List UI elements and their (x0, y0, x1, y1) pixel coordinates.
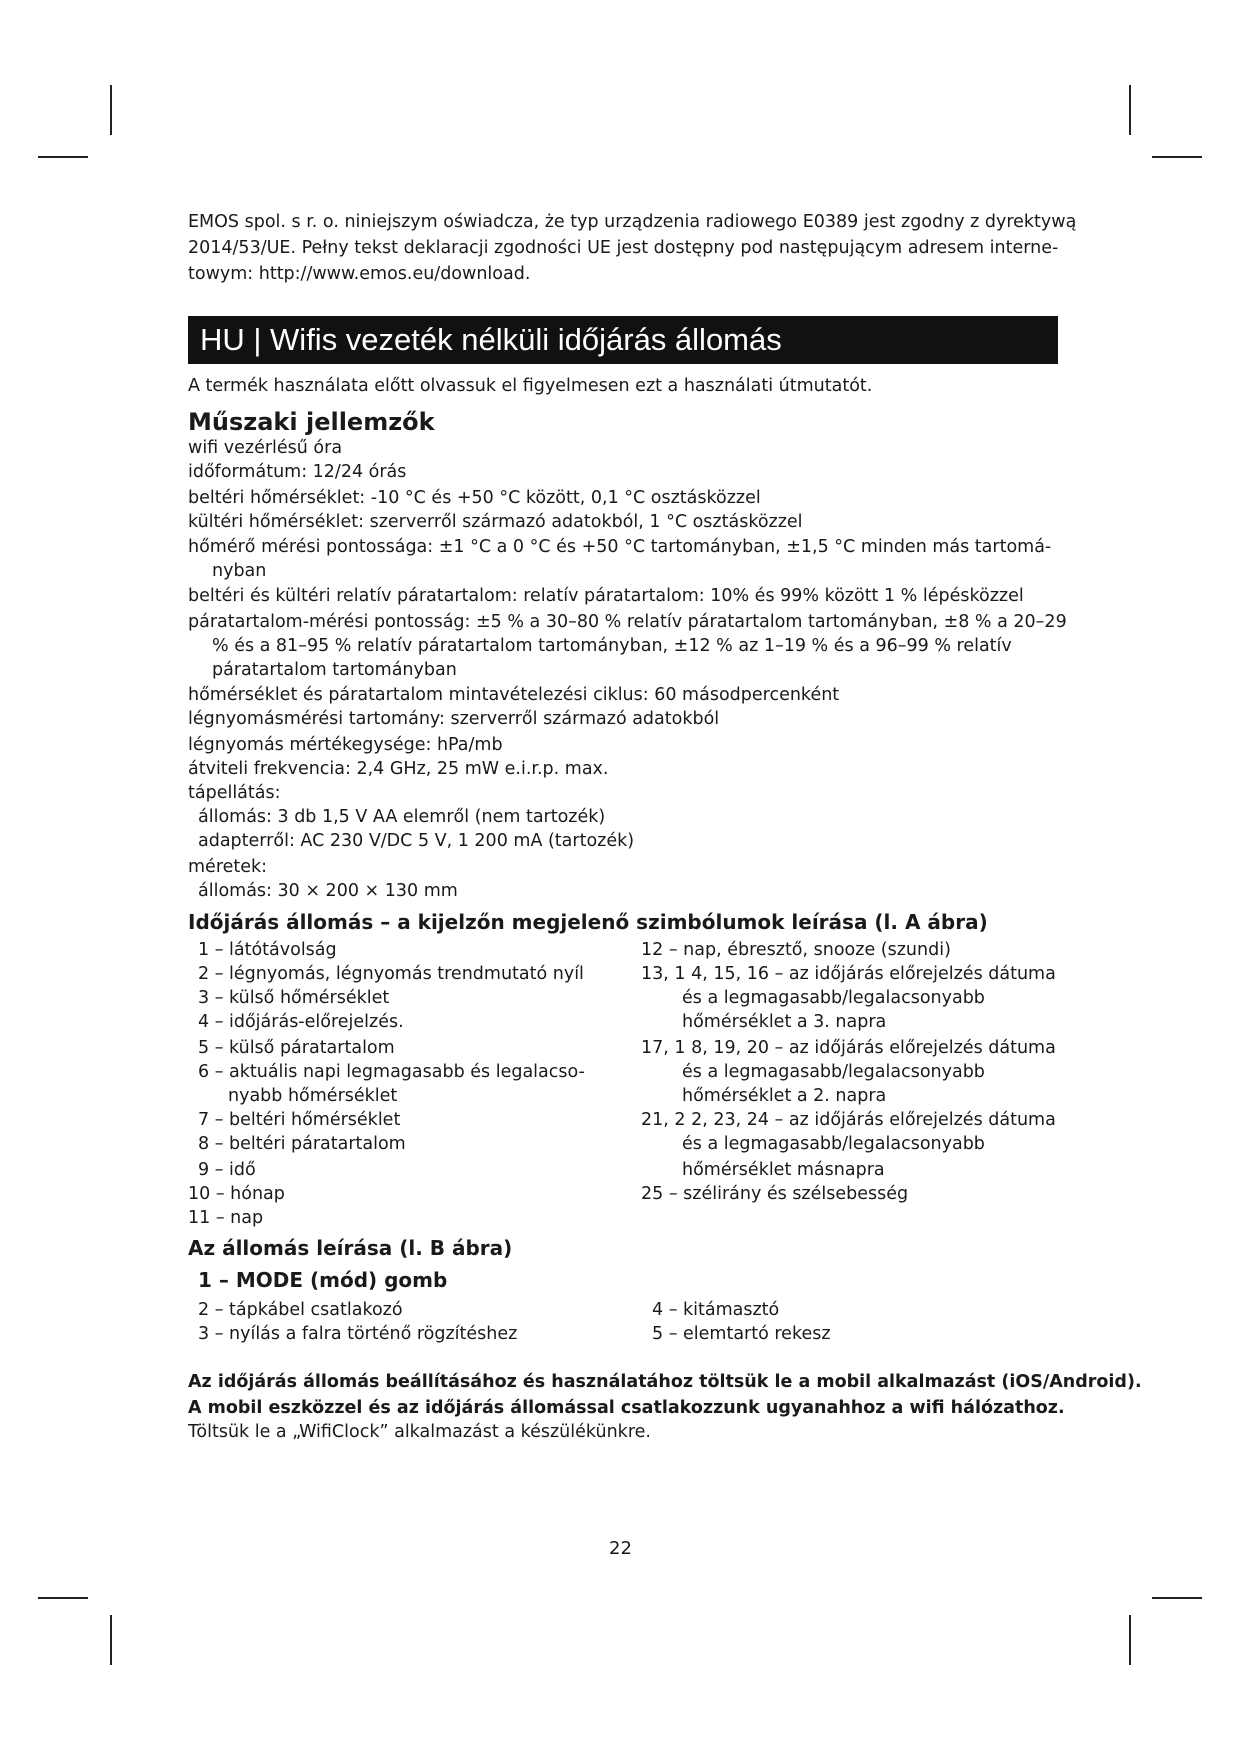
spec-subitem: adapterről: AC 230 V/DC 5 V, 1 200 mA (tartozék) (198, 831, 635, 851)
spec-item: hőmérséklet és páratartalom mintavételezési ciklus: 60 másodpercenként (188, 685, 840, 705)
app-download-note: Az időjárás állomás beállításához és használatához töltsük le a mobil alkalmazást (iOS/Android). (188, 1372, 1142, 1392)
station-item: 2 – tápkábel csatlakozó (198, 1300, 403, 1320)
spec-heading: Műszaki jellemzők (188, 408, 435, 436)
spec-item: páratartalom-mérési pontosság: ±5 % a 30–80 % relatív páratartalom tartományban, ±8 % a 20–29 (188, 612, 1067, 632)
spec-item: időformátum: 12/24 órás (188, 462, 407, 482)
symbol-item: 17, 1 8, 19, 20 – az időjárás előrejelzés dátuma (641, 1038, 1056, 1058)
symbol-item: 10 – hónap (188, 1184, 285, 1204)
station-mode-item: 1 – MODE (mód) gomb (198, 1268, 448, 1292)
spec-item: beltéri hőmérséklet: -10 °C és +50 °C között, 0,1 °C osztásközzel (188, 488, 761, 508)
symbol-item-continuation: hőmérséklet a 2. napra (682, 1086, 887, 1106)
symbol-item: 2 – légnyomás, légnyomás trendmutató nyíl (198, 964, 584, 984)
spec-item: méretek: (188, 857, 268, 877)
spec-subitem: állomás: 30 × 200 × 130 mm (198, 881, 458, 901)
instruction-text: A termék használata előtt olvassuk el figyelmesen ezt a használati útmutatót. (188, 376, 873, 396)
symbol-item: 3 – külső hőmérséklet (198, 988, 390, 1008)
symbol-item-continuation: hőmérséklet másnapra (682, 1160, 885, 1180)
symbol-item: 25 – szélirány és szélsebesség (641, 1184, 909, 1204)
symbol-item: 5 – külső páratartalom (198, 1038, 395, 1058)
spec-item: légnyomásmérési tartomány: szerverről származó adatokból (188, 709, 720, 729)
intro-line: 2014/53/UE. Pełny tekst deklaracji zgodności UE jest dostępny pod następującym adresem interne- (188, 238, 1059, 258)
intro-line: EMOS spol. s r. o. niniejszym oświadcza, że typ urządzenia radiowego E0389 jest zgodny z dyrektywą (188, 212, 1077, 232)
spec-subitem: állomás: 3 db 1,5 V AA elemről (nem tartozék) (198, 807, 606, 827)
spec-item: kültéri hőmérséklet: szerverről származó adatokból, 1 °C osztásközzel (188, 512, 803, 532)
spec-item: wifi vezérlésű óra (188, 438, 343, 458)
symbol-item: 1 – látótávolság (198, 940, 337, 960)
spec-item-continuation: % és a 81–95 % relatív páratartalom tartományban, ±12 % az 1–19 % és a 96–99 % relatív (212, 636, 1012, 656)
symbols-heading: Időjárás állomás – a kijelzőn megjelenő szimbólumok leírása (l. A ábra) (188, 910, 988, 934)
symbol-item-continuation: és a legmagasabb/legalacsonyabb (682, 1062, 985, 1082)
crop-mark (1129, 1615, 1131, 1665)
symbol-item: 21, 2 2, 23, 24 – az időjárás előrejelzés dátuma (641, 1110, 1056, 1130)
spec-item-continuation: nyban (212, 561, 267, 581)
crop-mark (110, 1615, 112, 1665)
section-banner: HU | Wifis vezeték nélküli időjárás állomás (188, 316, 1058, 364)
station-item: 3 – nyílás a falra történő rögzítéshez (198, 1324, 518, 1344)
station-heading: Az állomás leírása (l. B ábra) (188, 1236, 513, 1260)
spec-item: hőmérő mérési pontossága: ±1 °C a 0 °C és +50 °C tartományban, ±1,5 °C minden más tartomá- (188, 537, 1052, 557)
crop-mark (1152, 1597, 1202, 1599)
station-item: 5 – elemtartó rekesz (652, 1324, 831, 1344)
wifi-network-note: A mobil eszközzel és az időjárás állomással csatlakozzunk ugyanahhoz a wifi hálózathoz. (188, 1398, 1065, 1418)
spec-item: tápellátás: (188, 783, 281, 803)
crop-mark (38, 156, 88, 158)
symbol-item: 8 – beltéri páratartalom (198, 1134, 406, 1154)
symbol-item-continuation: hőmérséklet a 3. napra (682, 1012, 887, 1032)
symbol-item: 13, 1 4, 15, 16 – az időjárás előrejelzés dátuma (641, 964, 1056, 984)
intro-line: towym: http://www.emos.eu/download. (188, 264, 531, 284)
symbol-item: 11 – nap (188, 1208, 264, 1228)
crop-mark (1152, 156, 1202, 158)
symbol-item: 7 – beltéri hőmérséklet (198, 1110, 401, 1130)
symbol-item: 6 – aktuális napi legmagasabb és legalacso- (198, 1062, 585, 1082)
crop-mark (1129, 85, 1131, 135)
symbol-item: 12 – nap, ébresztő, snooze (szundi) (641, 940, 951, 960)
page-number: 22 (609, 1538, 632, 1559)
station-item: 4 – kitámasztó (652, 1300, 780, 1320)
symbol-item-continuation: nyabb hőmérséklet (228, 1086, 398, 1106)
symbol-item: 9 – idő (198, 1160, 256, 1180)
download-app-note: Töltsük le a „WifiClock” alkalmazást a készülékünkre. (188, 1422, 651, 1442)
crop-mark (38, 1597, 88, 1599)
crop-mark (110, 85, 112, 135)
spec-item: légnyomás mértékegysége: hPa/mb (188, 735, 503, 755)
symbol-item-continuation: és a legmagasabb/legalacsonyabb (682, 988, 985, 1008)
spec-item-continuation: páratartalom tartományban (212, 660, 457, 680)
symbol-item: 4 – időjárás-előrejelzés. (198, 1012, 404, 1032)
symbol-item-continuation: és a legmagasabb/legalacsonyabb (682, 1134, 985, 1154)
spec-item: átviteli frekvencia: 2,4 GHz, 25 mW e.i.r.p. max. (188, 759, 609, 779)
spec-item: beltéri és kültéri relatív páratartalom: relatív páratartalom: 10% és 99% között 1 % lépésközzel (188, 586, 1024, 606)
